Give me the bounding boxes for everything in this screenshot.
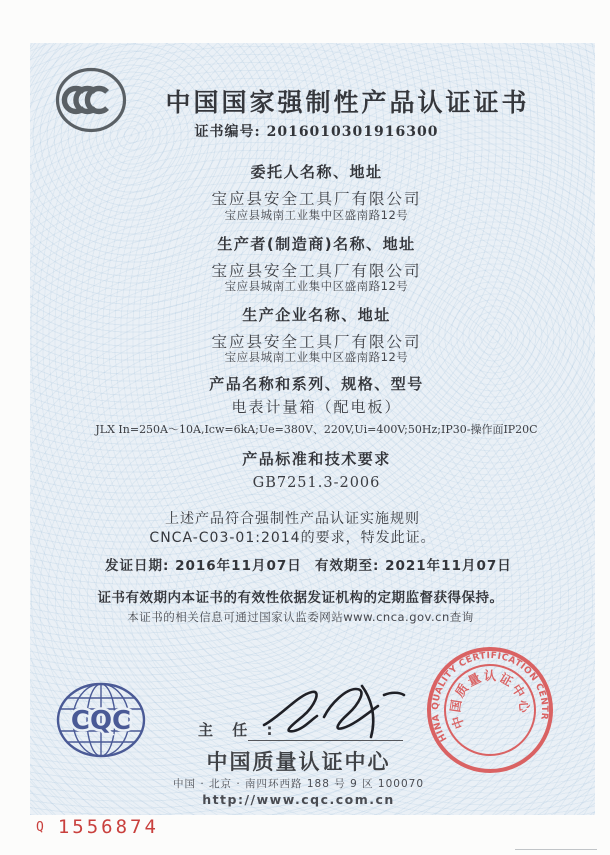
scan-artifact-line (515, 849, 597, 850)
director-label: 主 任 : (198, 721, 280, 739)
issuer-website: http://www.cqc.com.cn (202, 792, 395, 807)
issue-date-value: 2016年11月07日 (175, 558, 302, 574)
factory-address: 宝应县城南工业集中区盛南路12号 (224, 350, 409, 364)
seal-english-text: CHINA QUALITY CERTIFICATION CENTRE (430, 651, 550, 743)
certificate-number-line (38, 121, 595, 141)
expiry-date-label: 有效期至: (315, 558, 380, 574)
applicant-address: 宝应县城南工业集中区盛南路12号 (224, 208, 409, 222)
certificate-title: 中国国家强制性产品认证证书 (165, 88, 530, 117)
svg-text:CHINA QUALITY CERTIFICATION CE (420, 640, 553, 744)
factory-name: 宝应县安全工具厂有限公司 (211, 333, 422, 351)
validity-note: 证书有效期内本证书的有效性依据发证机构的定期监督获得保持。 (97, 590, 504, 606)
product-name: 电表计量箱（配电板） (231, 398, 402, 416)
applicant-heading: 委托人名称、地址 (250, 163, 383, 181)
issuer-name: 中国质量认证中心 (206, 750, 391, 774)
standard-heading: 产品标准和技术要求 (242, 450, 391, 468)
standard-value: GB7251.3-2006 (252, 475, 381, 491)
seal-chinese-text: 中国质量认证中心 (447, 667, 533, 731)
manufacturer-heading: 生产者(制造商)名称、地址 (217, 235, 416, 253)
certificate-number-label: 证书编号: (194, 124, 261, 140)
serial-prefix: Q (36, 820, 44, 835)
expiry-date-value: 2021年11月07日 (385, 558, 512, 574)
signature-icon (258, 681, 408, 743)
issue-date (105, 554, 302, 574)
signature-line (248, 740, 403, 741)
applicant-name: 宝应县安全工具厂有限公司 (211, 190, 422, 208)
issuer-address: 中国 · 北京 · 南四环西路 188 号 9 区 100070 (172, 778, 425, 790)
factory-heading: 生产企业名称、地址 (242, 306, 391, 324)
certificate-sheet (30, 43, 595, 815)
serial-number (36, 816, 159, 838)
issue-date-label: 发证日期: (105, 558, 170, 574)
product-spec: JLX In=250A～10A,Icw=6kA;Ue=380V、220V,Ui=400V;50Hz;IP30-操作面IP20C (95, 423, 538, 436)
serial-digits: 1556874 (57, 816, 159, 838)
certificate-number-value: 2016010301916300 (266, 124, 439, 140)
manufacturer-name: 宝应县安全工具厂有限公司 (211, 262, 422, 280)
official-seal-icon (405, 625, 575, 795)
product-heading: 产品名称和系列、规格、型号 (209, 375, 424, 393)
manufacturer-address: 宝应县城南工业集中区盛南路12号 (224, 279, 409, 293)
cqc-logo-text: CQC (70, 706, 132, 736)
statement-line-2: CNCA-C03-01:2014的要求，特发此证。 (149, 530, 436, 546)
query-note: 本证书的相关信息可通过国家认监委网站www.cnca.gov.cn查询 (127, 610, 474, 624)
expiry-date (315, 554, 512, 574)
statement-line-1: 上述产品符合强制性产品认证实施规则 (165, 511, 420, 527)
